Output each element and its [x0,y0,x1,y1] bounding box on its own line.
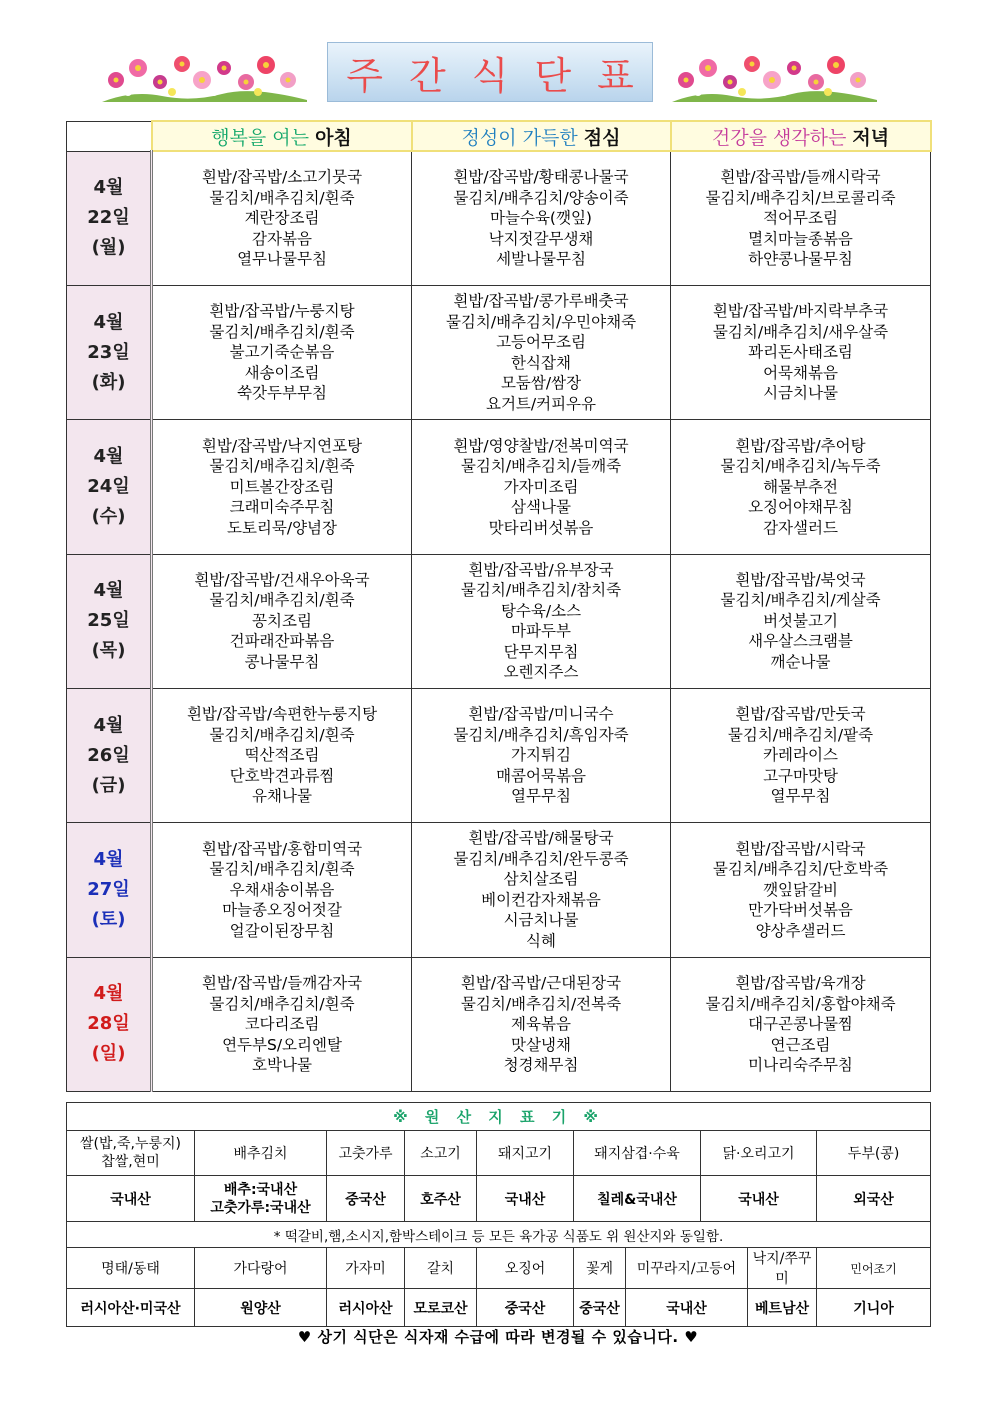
menu-item: 흰밥/잡곡밥/추어탕 [735,436,866,455]
meal-prefix: 건강을 생각하는 [711,126,853,149]
menu-item: 시금치나물 [763,384,838,403]
menu-item: 단무지무침 [503,642,579,661]
menu-item: 물김치/배추김치/흰죽 [209,457,355,476]
menu-item: 물김치/배추김치/브로콜리죽 [705,188,896,207]
menu-item: 단호박견과류찜 [229,766,335,785]
menu-item: 흰밥/잡곡밥/근대된장국 [460,974,622,993]
dinner-cell [671,285,931,419]
origin-label: 명태/동태 [67,1248,195,1289]
menu-item: 깨순나물 [770,652,831,671]
menu-item: 감자볶음 [252,229,312,248]
meal-highlight: 저녁 [852,126,890,149]
menu-item: 흰밥/잡곡밥/북엇국 [735,570,866,589]
origin-row1-values [67,1176,931,1222]
breakfast-cell [152,151,412,285]
menu-item: 불고기죽순볶음 [229,343,335,362]
origin-label: 가다랑어 [195,1248,327,1289]
dinner-cell [671,151,931,285]
menu-item: 건파래잔파볶음 [229,632,335,651]
day-date: 25일 [87,610,130,632]
day-month: 4월 [93,983,124,1005]
menu-item: 감자샐러드 [763,518,838,537]
menu-item: 쑥갓두부무침 [237,384,327,403]
day-weekday: (금) [91,774,126,796]
menu-item: 얼갈이된장무침 [229,921,335,940]
meal-prefix: 정성이 가득한 [461,126,584,149]
day-month: 4월 [93,848,124,870]
menu-item: 흰밥/잡곡밥/육개장 [735,974,866,993]
menu-item: 오징어야채무침 [748,498,853,517]
menu-item: 모둠쌈/쌈장 [500,374,582,393]
menu-item: 가자미조림 [503,477,579,496]
menu-item: 흰밥/잡곡밥/황태콩나물국 [453,168,629,187]
menu-item: 흰밥/잡곡밥/콩가루배춧국 [453,292,629,311]
lunch-cell [412,151,671,285]
header [0,38,992,110]
origin-value: 국내산 [626,1289,748,1327]
breakfast-cell [152,420,412,554]
menu-item: 청경채무침 [503,1056,579,1075]
menu-item: 연두부S/오리엔탈 [222,1035,342,1054]
menu-item: 낙지젓갈무생채 [488,229,594,248]
origin-value: 원양산 [195,1289,327,1327]
menu-body [67,151,931,1092]
origin-row2-labels [67,1248,931,1289]
menu-item: 물김치/배추김치/흰죽 [209,188,355,207]
menu-item: 해물부추전 [763,477,838,496]
day-row [67,285,931,419]
menu-item: 대구곤콩나물찜 [748,1015,853,1034]
menu-item: 만가닥버섯볶음 [748,901,853,920]
origin-value: 외국산 [817,1176,931,1222]
origin-value: 중국산 [477,1289,574,1327]
lunch-cell [412,688,671,822]
meal-highlight: 점심 [583,126,621,149]
menu-item: 한식잡채 [511,353,571,372]
menu-item: 삼색나물 [511,498,571,517]
menu-item: 물김치/배추김치/새우살죽 [712,322,889,341]
origin-label-line: 쌀(밥,죽,누룽지) [80,1136,181,1152]
menu-item: 고구마맛탕 [763,766,838,785]
day-date: 24일 [87,475,130,497]
day-weekday: (월) [91,237,126,259]
menu-item: 흰밥/잡곡밥/누룽지탕 [209,302,355,321]
menu-item: 계란장조림 [244,209,320,228]
menu-item: 열무무침 [511,787,571,806]
menu-item: 흰밥/잡곡밥/들깨시락국 [720,168,881,187]
menu-item: 물김치/배추김치/팥죽 [727,725,874,744]
origin-label: 가자미 [327,1248,405,1289]
menu-item: 흰밥/잡곡밥/낙지연포탕 [201,436,363,455]
menu-table [66,120,930,1092]
origin-label: 낙지/쭈꾸미 [748,1248,817,1289]
menu-item: 버섯불고기 [763,611,838,630]
origin-value: 국내산 [67,1176,195,1222]
menu-item: 흰밥/잡곡밥/바지락부추국 [712,302,889,321]
day-label [67,823,152,957]
lunch-cell [412,957,671,1091]
menu-item: 미트볼간장조림 [229,477,335,496]
menu-item: 크래미숙주무침 [229,498,335,517]
origin-value [195,1176,327,1222]
menu-item: 열무나물무침 [237,250,327,269]
menu-item: 하얀콩나물무침 [748,250,853,269]
meal-header-row [67,121,931,151]
day-date: 26일 [87,744,130,766]
day-weekday: (수) [91,505,126,527]
menu-item: 맛살냉채 [511,1035,571,1054]
menu-item: 흰밥/잡곡밥/홍합미역국 [201,839,363,858]
origin-label: 닭·오리고기 [701,1131,817,1176]
lunch-cell [412,554,671,688]
menu-item: 매콤어묵볶음 [496,766,586,785]
origin-note: * 떡갈비,햄,소시지,함박스테이크 등 모든 육가공 식품도 위 원산지와 동일함. [67,1222,931,1248]
menu-item: 우채새송이볶음 [229,880,335,899]
menu-item: 코다리조림 [244,1015,320,1034]
dinner-cell [671,420,931,554]
origin-label-line: 찹쌀,현미 [101,1154,160,1170]
day-label [67,151,152,285]
menu-item: 양상추샐러드 [755,921,846,940]
day-label [67,285,152,419]
day-month: 4월 [93,177,124,199]
day-weekday: (화) [91,371,126,393]
origin-value: 기니아 [817,1289,931,1327]
menu-item: 흰밥/잡곡밥/건새우아욱국 [194,570,370,589]
menu-item: 물김치/배추김치/흰죽 [209,725,355,744]
origin-label [67,1131,195,1176]
menu-item: 유채나물 [252,787,312,806]
menu-item: 도토리묵/양념장 [226,518,338,537]
title-box [327,42,660,102]
menu-item: 콩나물무침 [244,652,320,671]
breakfast-cell [152,688,412,822]
day-date: 27일 [87,878,130,900]
dinner-cell [671,688,931,822]
menu-item: 물김치/배추김치/전복죽 [460,994,622,1013]
menu-item: 물김치/배추김치/우민야채죽 [445,312,637,331]
menu-item: 흰밥/잡곡밥/미니국수 [468,705,614,724]
origin-value: 모로코산 [405,1289,477,1327]
origin-label: 오징어 [477,1248,574,1289]
menu-item: 물김치/배추김치/들깨죽 [460,457,622,476]
menu-item: 물김치/배추김치/흑임자죽 [453,725,629,744]
menu-item: 가지튀김 [511,746,571,765]
menu-item: 맛타리버섯볶음 [488,518,594,537]
menu-item: 물김치/배추김치/완두콩죽 [453,849,629,868]
day-month: 4월 [93,445,124,467]
meal-highlight: 아침 [315,126,352,149]
menu-item: 물김치/배추김치/흰죽 [209,591,355,610]
day-label [67,688,152,822]
origin-label: 갈치 [405,1248,477,1289]
day-row [67,420,931,554]
menu-item: 흰밥/잡곡밥/속편한누룽지탕 [186,705,378,724]
meal-header-breakfast [152,121,412,151]
origin-value: 중국산 [327,1176,405,1222]
menu-item: 꽈리돈사태조림 [748,343,853,362]
menu-item: 마늘수육(깻잎) [490,209,592,228]
menu-item: 시금치나물 [503,911,579,930]
menu-item: 물김치/배추김치/단호박죽 [712,860,889,879]
origin-value: 칠레&국내산 [574,1176,701,1222]
menu-item: 적어무조림 [763,209,838,228]
day-month: 4월 [93,311,124,333]
menu-item: 탕수육/소스 [500,601,582,620]
menu-item: 흰밥/잡곡밥/해물탕국 [468,829,614,848]
origin-title: ※ 원 산 지 표 기 ※ [67,1103,931,1131]
origin-value: 베트남산 [748,1289,817,1327]
origin-row1-labels [67,1131,931,1176]
breakfast-cell [152,285,412,419]
menu-item: 연근조림 [770,1035,831,1054]
origin-value: 중국산 [574,1289,626,1327]
menu-item: 어묵채볶음 [763,363,838,382]
menu-item: 흰밥/잡곡밥/들깨감자국 [201,974,363,993]
menu-item: 오렌지주스 [503,663,579,682]
day-weekday: (목) [91,640,126,662]
menu-item: 마늘종오징어젓갈 [222,901,342,920]
menu-item: 물김치/배추김치/흰죽 [209,860,355,879]
day-label [67,957,152,1091]
menu-item: 꽁치조림 [252,611,312,630]
day-date: 28일 [87,1013,130,1035]
menu-item: 미나리숙주무침 [748,1056,853,1075]
menu-item: 삼치살조림 [503,870,579,889]
lunch-cell [412,823,671,957]
corner-cell [67,121,152,151]
dinner-cell [671,554,931,688]
origin-label: 배추김치 [195,1131,327,1176]
menu-item: 식혜 [526,931,556,950]
day-row [67,554,931,688]
menu-item: 물김치/배추김치/녹두죽 [720,457,881,476]
menu-item: 새송이조림 [244,363,320,382]
menu-item: 카레라이스 [763,746,838,765]
day-weekday: (일) [91,1043,126,1065]
menu-item: 떡산적조림 [244,746,320,765]
menu-item: 흰밥/영양찰밥/전복미역국 [453,436,629,455]
day-label [67,420,152,554]
menu-item: 열무무침 [770,787,831,806]
dinner-cell [671,957,931,1091]
origin-value: 러시아산·미국산 [67,1289,195,1327]
day-row [67,688,931,822]
menu-item: 물김치/배추김치/참치죽 [460,581,622,600]
origin-row2-values [67,1289,931,1327]
origin-value: 호주산 [405,1176,477,1222]
origin-label: 민어조기 [817,1248,931,1289]
menu-item: 마파두부 [511,622,571,641]
menu-item: 제육볶음 [511,1015,571,1034]
origin-value-line: 배추:국내산 [223,1181,298,1198]
page-title: 주간식단표 [346,53,660,98]
day-weekday: (토) [91,908,126,930]
origin-table [66,1102,930,1326]
menu-item: 호박나물 [252,1056,312,1075]
menu-item: 흰밥/잡곡밥/소고기뭇국 [201,168,363,187]
day-label [67,554,152,688]
origin-value: 국내산 [701,1176,817,1222]
menu-item: 멸치마늘종볶음 [748,229,853,248]
origin-value: 러시아산 [327,1289,405,1327]
flower-banner-left-icon [102,50,307,102]
origin-value-line: 고춧가루:국내산 [210,1199,311,1216]
menu-item: 베이컨감자채볶음 [481,890,601,909]
day-row [67,957,931,1091]
meal-header-dinner [671,121,931,151]
meal-header-lunch [412,121,671,151]
menu-item: 물김치/배추김치/게살죽 [720,591,881,610]
menu-item: 물김치/배추김치/흰죽 [209,994,355,1013]
day-date: 23일 [87,341,130,363]
menu-item: 흰밥/잡곡밥/시락국 [735,839,866,858]
origin-label: 미꾸라지/고등어 [626,1248,748,1289]
breakfast-cell [152,957,412,1091]
day-month: 4월 [93,580,124,602]
origin-label: 꽃게 [574,1248,626,1289]
menu-item: 고등어무조림 [496,333,586,352]
menu-item: 흰밥/잡곡밥/유부장국 [468,560,614,579]
breakfast-cell [152,823,412,957]
flower-banner-right-icon [672,50,877,102]
origin-value: 국내산 [477,1176,574,1222]
menu-item: 물김치/배추김치/홍합야채죽 [705,994,896,1013]
menu-item: 물김치/배추김치/양송이죽 [453,188,629,207]
dinner-cell [671,823,931,957]
menu-item: 세발나물무침 [496,250,586,269]
breakfast-cell [152,554,412,688]
lunch-cell [412,420,671,554]
meal-prefix: 행복을 여는 [211,126,316,149]
day-row [67,151,931,285]
day-row [67,823,931,957]
menu-item: 물김치/배추김치/흰죽 [209,322,355,341]
menu-item: 깻잎닭갈비 [763,880,838,899]
menu-item: 흰밥/잡곡밥/만둣국 [735,705,866,724]
menu-item: 새우살스크램블 [748,632,853,651]
origin-label: 고춧가루 [327,1131,405,1176]
footer-note: ♥ 상기 식단은 식자재 수급에 따라 변경될 수 있습니다. ♥ [297,1328,699,1346]
origin-label: 돼지삼겹·수육 [574,1131,701,1176]
lunch-cell [412,285,671,419]
day-month: 4월 [93,714,124,736]
origin-label: 두부(콩) [817,1131,931,1176]
origin-label: 돼지고기 [477,1131,574,1176]
day-date: 22일 [87,207,130,229]
origin-label: 소고기 [405,1131,477,1176]
menu-item: 요거트/커피우유 [485,394,597,413]
